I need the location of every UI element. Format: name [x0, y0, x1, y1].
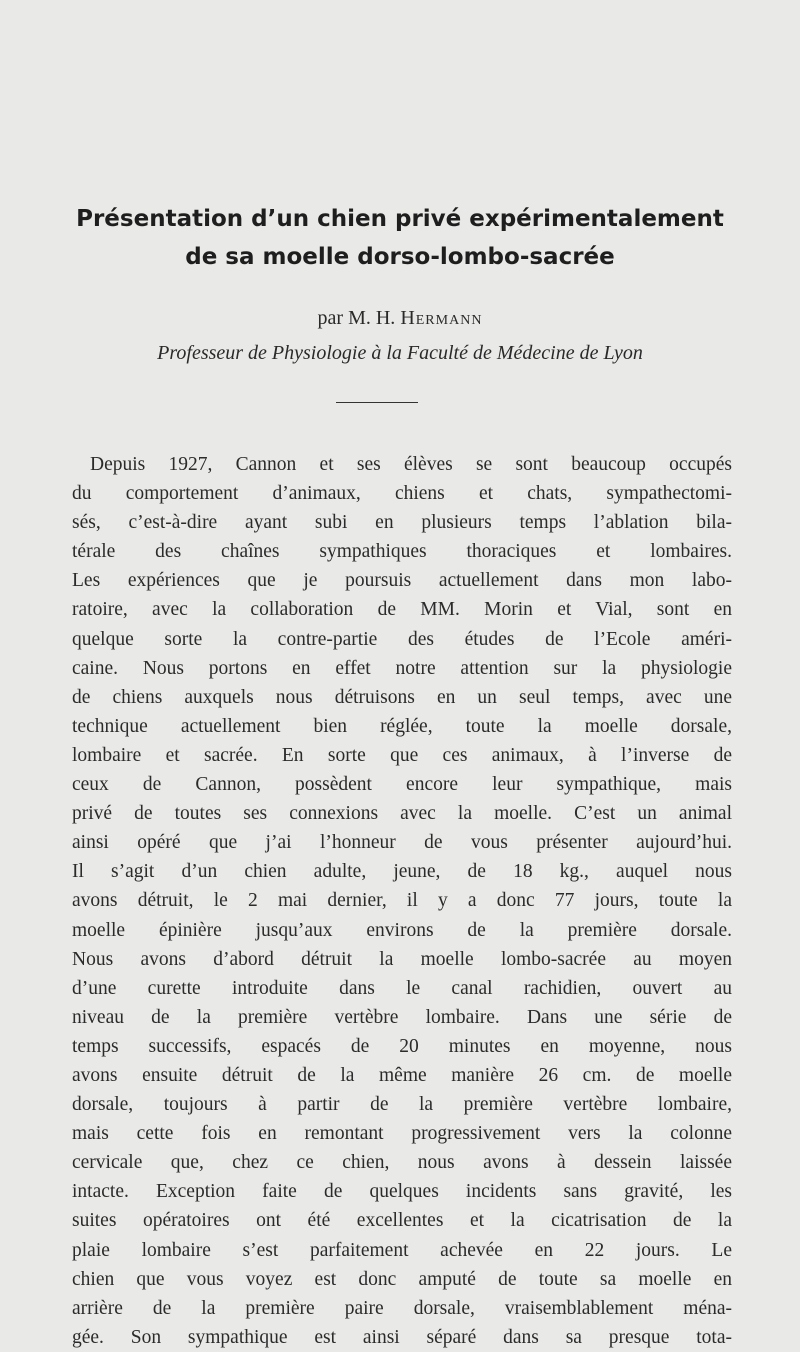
author-name: Hermann — [400, 307, 483, 329]
text-line: chien que vous voyez est donc amputé de toute sa moelle en — [72, 1268, 732, 1290]
text-line: dorsale, toujours à partir de la première vertèbre lombaire, — [72, 1094, 732, 1116]
text-line: avons détruit, le 2 mai dernier, il y a donc 77 jours, toute la — [72, 890, 732, 912]
text-line: d’une curette introduite dans le canal rachidien, ouvert au — [72, 977, 732, 999]
text-line: privé de toutes ses connexions avec la moelle. C’est un animal — [72, 803, 732, 825]
text-line: plaie lombaire s’est parfaitement achevée en 22 jours. Le — [72, 1239, 732, 1261]
text-line: quelque sorte la contre-partie des études de l’Ecole améri- — [72, 628, 732, 650]
author-affiliation: Professeur de Physiologie à la Faculté de Médecine de Lyon — [157, 342, 643, 364]
text-line: arrière de la première paire dorsale, vraisemblablement ména- — [72, 1297, 732, 1319]
text-line: temps successifs, espacés de 20 minutes en moyenne, nous — [72, 1035, 732, 1057]
text-line: avons ensuite détruit de la même manière 26 cm. de moelle — [72, 1064, 732, 1086]
text-line: de chiens auxquels nous détruisons en un seul temps, avec une — [72, 686, 732, 708]
text-line: ainsi opéré que j’ai l’honneur de vous présenter aujourd’hui. — [72, 832, 732, 854]
text-line: Depuis 1927, Cannon et ses élèves se sont beaucoup occupés — [90, 454, 732, 475]
text-line: Les expériences que je poursuis actuellement dans mon labo- — [72, 570, 732, 592]
text-line: niveau de la première vertèbre lombaire. Dans une série de — [72, 1006, 732, 1028]
separator-rule — [336, 402, 418, 403]
text-line: gée. Son sympathique est ainsi séparé dans sa presque tota- — [72, 1326, 732, 1348]
text-line: cervicale que, chez ce chien, nous avons à dessein laissée — [72, 1152, 732, 1174]
title-line-1: Présentation d’un chien privé expérimentalement — [76, 206, 724, 232]
text-line: suites opératoires ont été excellentes et la cicatrisation de la — [72, 1210, 732, 1232]
title-line-2: de sa moelle dorso-lombo-sacrée — [185, 244, 615, 270]
text-line: Nous avons d’abord détruit la moelle lombo-sacrée au moyen — [72, 948, 732, 970]
text-line: lombaire et sacrée. En sorte que ces animaux, à l’inverse de — [72, 744, 732, 766]
text-line: mais cette fois en remontant progressivement vers la colonne — [72, 1123, 732, 1145]
byline-prefix: par M. H. — [317, 307, 401, 329]
text-line: du comportement d’animaux, chiens et chats, sympathectomi- — [72, 483, 732, 505]
text-line: ceux de Cannon, possèdent encore leur sympathique, mais — [72, 774, 732, 796]
text-line: intacte. Exception faite de quelques incidents sans gravité, les — [72, 1181, 732, 1203]
text-line: ratoire, avec la collaboration de MM. Morin et Vial, sont en — [72, 599, 732, 621]
text-line: caine. Nous portons en effet notre attention sur la physiologie — [72, 657, 732, 679]
author-byline — [0, 307, 800, 330]
text-line: technique actuellement bien réglée, toute la moelle dorsale, — [72, 715, 732, 737]
text-line: moelle épinière jusqu’aux environs de la première dorsale. — [72, 919, 732, 941]
text-line: sés, c’est-à-dire ayant subi en plusieurs temps l’ablation bila- — [72, 512, 732, 534]
text-line: Il s’agit d’un chien adulte, jeune, de 18 kg., auquel nous — [72, 861, 732, 883]
text-line: térale des chaînes sympathiques thoraciques et lombaires. — [72, 541, 732, 563]
body-paragraph — [72, 450, 732, 1352]
